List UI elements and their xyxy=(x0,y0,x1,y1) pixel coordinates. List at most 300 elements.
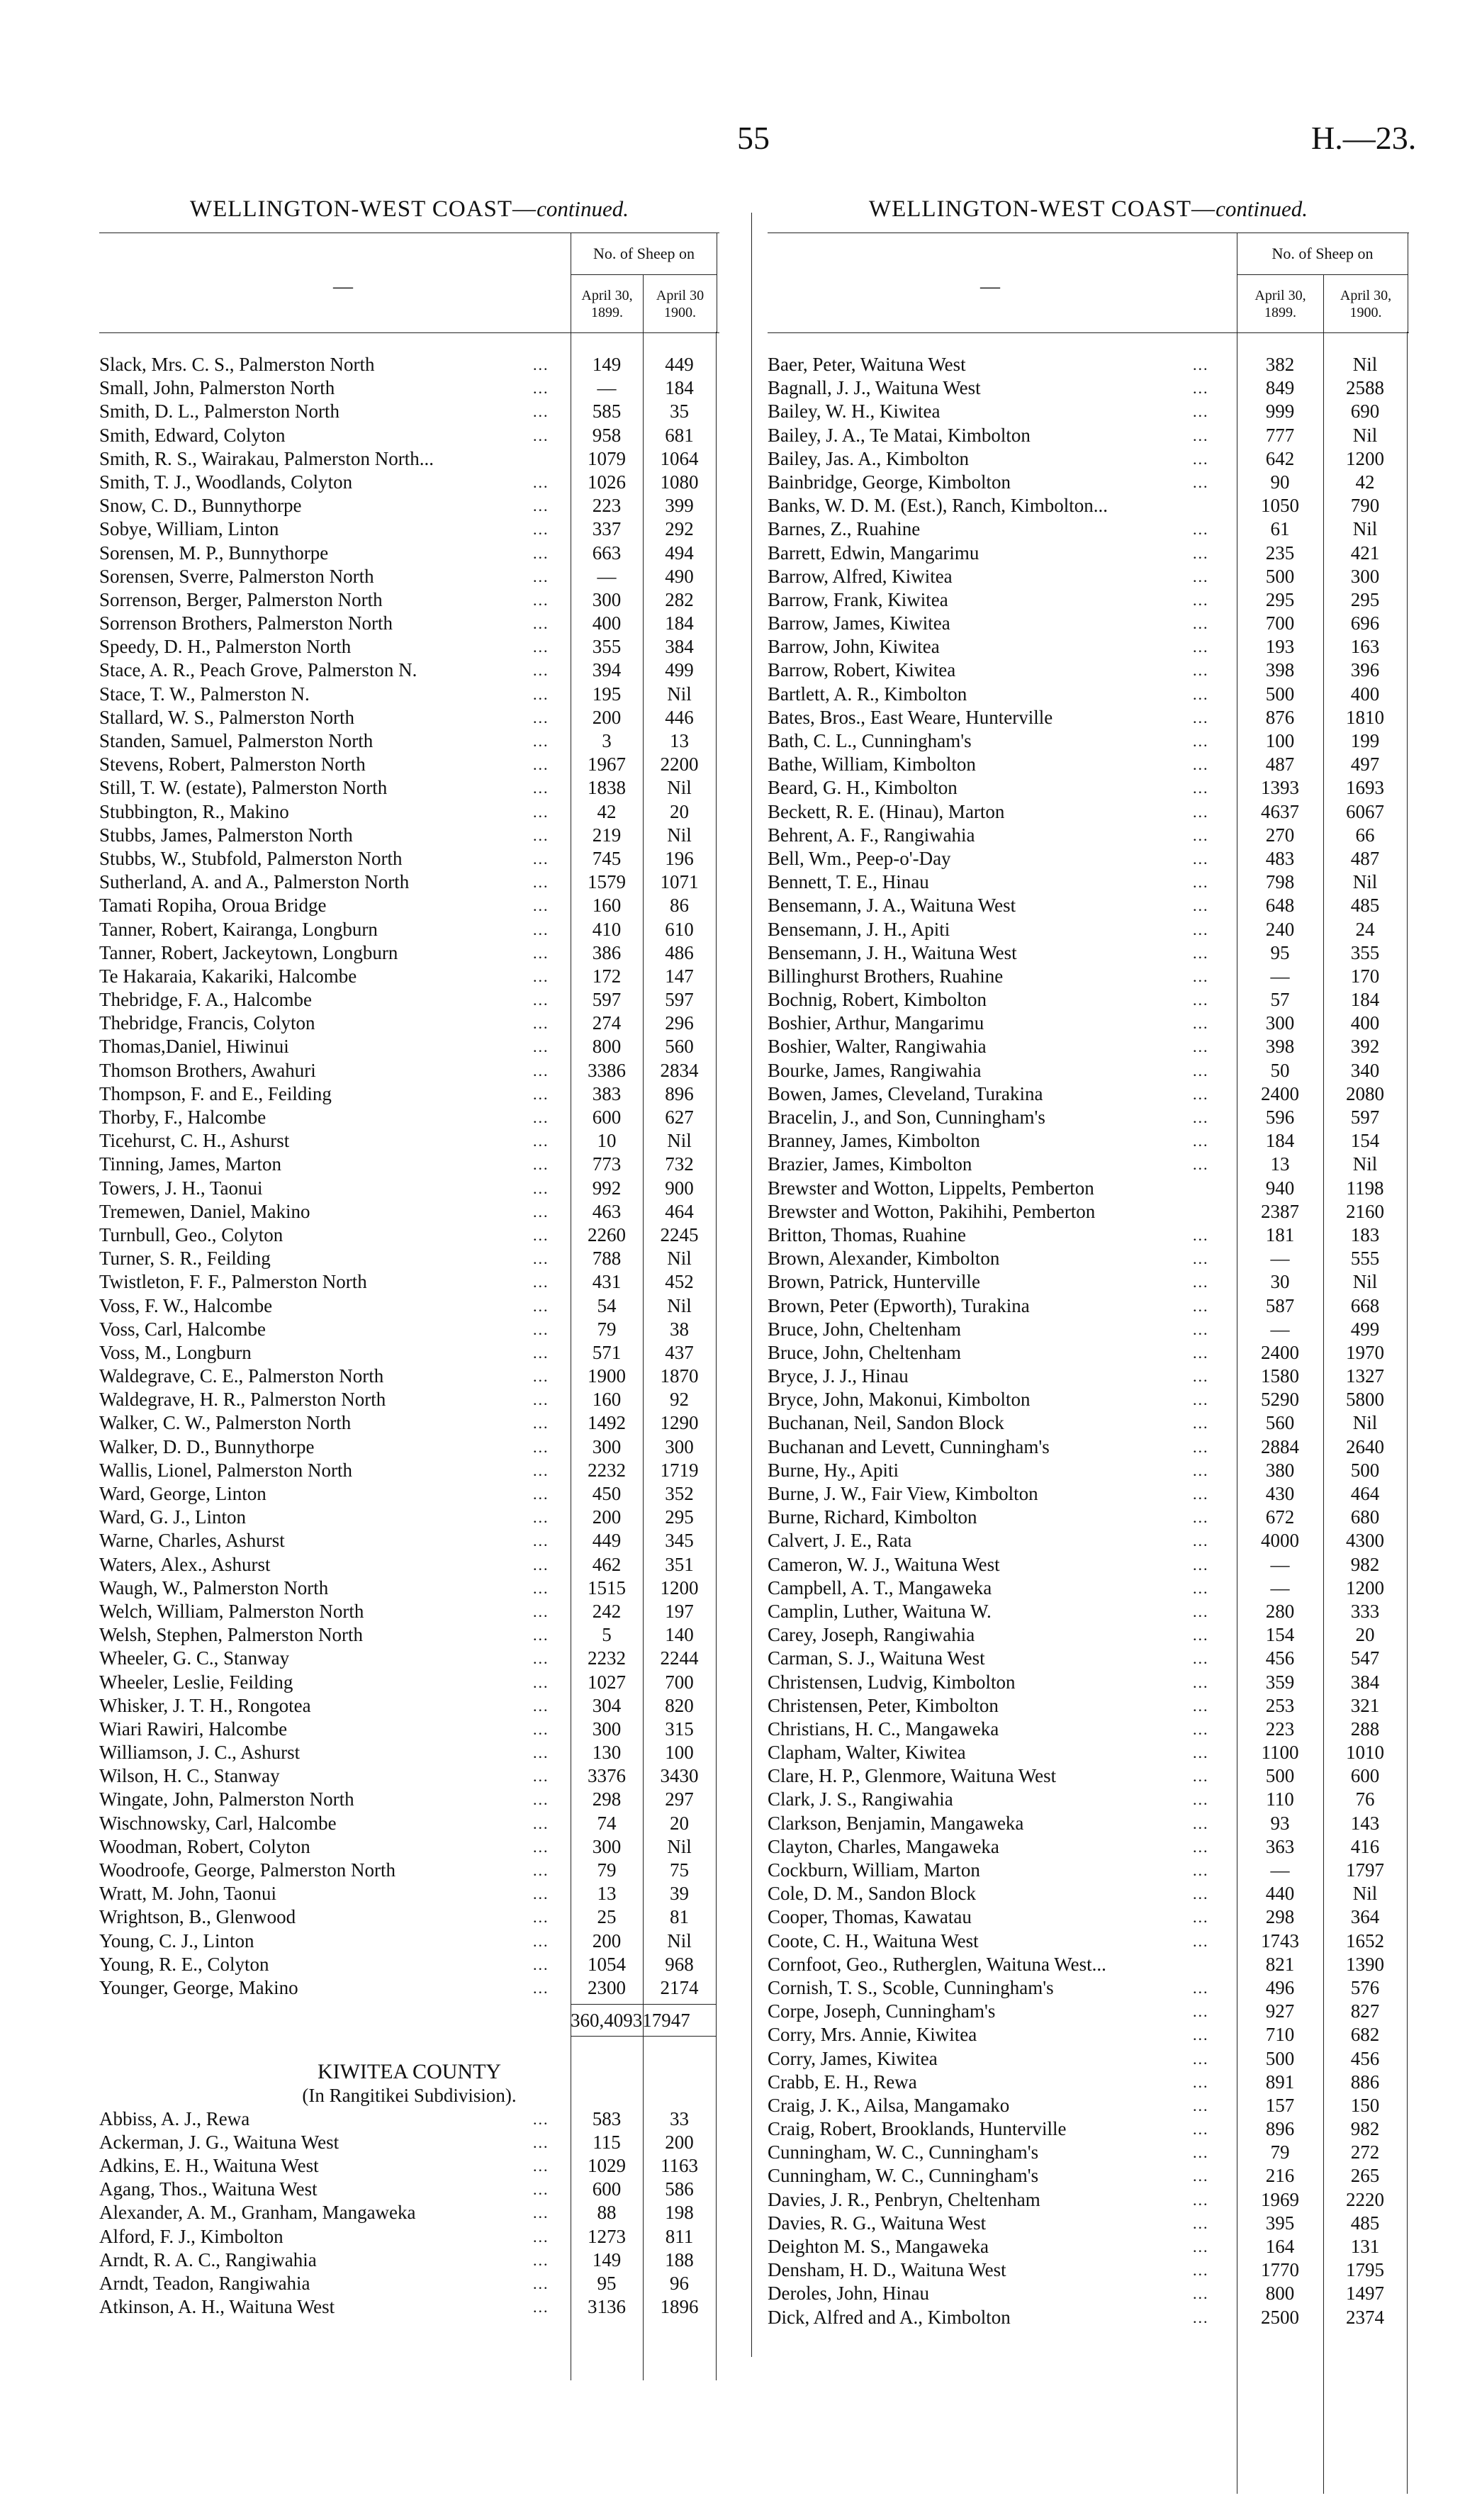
sheep-1899: 95 xyxy=(1270,941,1290,963)
table-row xyxy=(768,1930,1409,1953)
leader-dots: ... xyxy=(533,1202,549,1221)
leader-dots: ... xyxy=(533,1978,549,1997)
sheep-1899: 700 xyxy=(1265,612,1295,634)
sheep-1899: 500 xyxy=(1265,683,1295,705)
sheep-1899: 79 xyxy=(597,1859,617,1881)
sheep-1900: 576 xyxy=(1350,1976,1380,1998)
sheep-1900: 81 xyxy=(670,1906,689,1928)
left-table-body xyxy=(99,353,719,2319)
right-sheep-group-header xyxy=(1237,233,1408,332)
entry-name: Billinghurst Brothers, Ruahine xyxy=(768,965,1004,987)
entry-name: Cockburn, William, Marton xyxy=(768,1859,980,1881)
sheep-1900: 1497 xyxy=(1346,2283,1384,2305)
leader-dots: ... xyxy=(1193,638,1209,656)
leader-dots: ... xyxy=(533,2204,549,2222)
sheep-1900: Nil xyxy=(1352,1271,1378,1293)
sheep-1900: 392 xyxy=(1350,1036,1380,1058)
sheep-1899: 2400 xyxy=(1261,1082,1299,1104)
sheep-1899: 896 xyxy=(1265,2118,1295,2140)
sheep-1900: 2080 xyxy=(1346,1082,1384,1104)
sheep-1900: 183 xyxy=(1350,1223,1380,1245)
leader-dots: ... xyxy=(533,1814,549,1832)
leader-dots: ... xyxy=(533,1038,549,1056)
table-row xyxy=(768,353,1409,376)
sheep-1900: Nil xyxy=(667,1294,692,1316)
sheep-1900: 4300 xyxy=(1346,1530,1384,1552)
leader-dots: ... xyxy=(533,1744,549,1762)
table-row xyxy=(768,1953,1409,1976)
entry-name: Corry, James, Kiwitea xyxy=(768,2047,938,2069)
entry-name: Bruce, John, Cheltenham xyxy=(768,1318,961,1340)
leader-dots: ... xyxy=(1193,1837,1209,1856)
entry-name: Carman, S. J., Waituna West xyxy=(768,1647,985,1669)
sheep-1899: 1580 xyxy=(1261,1365,1299,1387)
sheep-1900: 982 xyxy=(1350,2118,1380,2140)
leader-dots: ... xyxy=(533,1250,549,1268)
leader-dots: ... xyxy=(1193,356,1209,374)
entry-name: Bracelin, J., and Son, Cunningham's xyxy=(768,1107,1045,1128)
entry-name: Welsh, Stephen, Palmerston North xyxy=(99,1624,364,1646)
entry-name: Sorensen, M. P., Bunnythorpe xyxy=(99,542,329,564)
entry-name: Agang, Thos., Waituna West xyxy=(99,2178,318,2200)
entry-name: Coote, C. H., Waituna West xyxy=(768,1930,979,1951)
sheep-1900: 2834 xyxy=(660,1059,699,1081)
entry-name: Cornish, T. S., Scoble, Cunningham's xyxy=(768,1976,1054,1998)
table-row xyxy=(768,1882,1409,1905)
entry-name: Turnbull, Geo., Colyton xyxy=(99,1223,284,1245)
sheep-1900: 364 xyxy=(1350,1906,1380,1928)
column-rule xyxy=(716,332,717,2380)
table-row xyxy=(99,776,719,800)
sheep-1899: 1515 xyxy=(588,1577,626,1598)
entry-name: Bailey, W. H., Kiwitea xyxy=(768,401,941,422)
entry-name: Bensemann, J. H., Apiti xyxy=(768,918,950,940)
entry-name: Bartlett, A. R., Kimbolton xyxy=(768,683,967,705)
entry-name: Camplin, Luther, Waituna W. xyxy=(768,1600,992,1622)
sheep-1899: 13 xyxy=(1270,1153,1290,1175)
leader-dots: ... xyxy=(533,426,549,444)
sheep-1899: 300 xyxy=(592,588,622,610)
table-row xyxy=(768,706,1409,729)
sheep-1900: 196 xyxy=(665,847,694,869)
sheep-1900: 1080 xyxy=(660,471,699,493)
leader-dots: ... xyxy=(533,638,549,656)
entry-name: Arndt, R. A. C., Rangiwahia xyxy=(99,2249,317,2270)
table-row xyxy=(768,988,1409,1012)
table-row xyxy=(768,729,1409,753)
leader-dots: ... xyxy=(1193,1061,1209,1080)
leader-dots: ... xyxy=(1193,1555,1209,1574)
sheep-1900: 681 xyxy=(665,424,694,446)
sheep-1900: Nil xyxy=(1352,1883,1378,1905)
table-row xyxy=(99,353,719,376)
sheep-1899: 172 xyxy=(592,965,622,987)
table-row xyxy=(768,1059,1409,1082)
sheep-1899: 400 xyxy=(592,612,622,634)
leader-dots: ... xyxy=(533,2180,549,2199)
table-row xyxy=(768,588,1409,612)
sheep-1899: 483 xyxy=(1265,847,1295,869)
sheep-1899: 496 xyxy=(1265,1976,1295,1998)
leader-dots: ... xyxy=(1193,2308,1209,2326)
sheep-1900: 421 xyxy=(1350,542,1380,564)
sheep-1900: 2374 xyxy=(1346,2306,1384,2328)
table-row xyxy=(768,2141,1409,2164)
leader-dots: ... xyxy=(1193,1109,1209,1126)
entry-name: Bagnall, J. J., Waituna West xyxy=(768,377,981,399)
sheep-1900: 1652 xyxy=(1346,1930,1384,1951)
sheep-1899: 587 xyxy=(1265,1294,1295,1316)
sheep-1899: 398 xyxy=(1265,1036,1295,1058)
leader-dots: ... xyxy=(1193,2285,1209,2303)
leader-dots: ... xyxy=(1193,1038,1209,1056)
sheep-1900: 1200 xyxy=(1346,447,1384,469)
table-row xyxy=(99,471,719,494)
leader-dots: ... xyxy=(1193,873,1209,892)
entry-name: Wiari Rawiri, Halcombe xyxy=(99,1718,288,1740)
table-row xyxy=(99,1294,719,1318)
sheep-1899: 596 xyxy=(1265,1107,1295,1128)
table-row xyxy=(99,870,719,894)
sheep-1900: 1290 xyxy=(660,1412,699,1434)
entry-name: Sorrenson Brothers, Palmerston North xyxy=(99,612,393,634)
table-row xyxy=(99,1177,719,1200)
table-row xyxy=(99,824,719,847)
leader-dots: ... xyxy=(533,756,549,774)
sheep-1900: 1797 xyxy=(1346,1859,1384,1881)
page-reference: H.—23. xyxy=(1311,120,1417,156)
sheep-1899: 74 xyxy=(597,1812,617,1834)
leader-dots: ... xyxy=(533,1461,549,1479)
sheep-1899: 849 xyxy=(1265,377,1295,399)
leader-dots: ... xyxy=(533,2133,549,2151)
entry-name: Woodman, Robert, Colyton xyxy=(99,1835,310,1857)
leader-dots: ... xyxy=(1193,1767,1209,1786)
entry-name: Bryce, J. J., Hinau xyxy=(768,1365,909,1387)
sheep-1900: 1810 xyxy=(1346,706,1384,728)
entry-name: Clayton, Charles, Mangaweka xyxy=(768,1835,999,1857)
leader-dots: ... xyxy=(533,379,549,398)
sheep-1900: 300 xyxy=(1350,565,1380,587)
table-row xyxy=(99,1553,719,1577)
table-row xyxy=(768,941,1409,965)
table-row xyxy=(768,2188,1409,2212)
sheep-1900: Nil xyxy=(667,824,692,846)
sheep-1899: 1100 xyxy=(1261,1742,1299,1764)
entry-name: Warne, Charles, Ashurst xyxy=(99,1530,285,1552)
entry-name: Bailey, Jas. A., Kimbolton xyxy=(768,447,969,469)
sheep-1899: 193 xyxy=(1265,636,1295,658)
sheep-1900: 321 xyxy=(1350,1694,1380,1716)
sheep-1899: — xyxy=(597,377,617,399)
table-row xyxy=(99,1647,719,1670)
entry-name: Clarkson, Benjamin, Mangaweka xyxy=(768,1812,1024,1834)
entry-name: Voss, Carl, Halcombe xyxy=(99,1318,266,1340)
leader-dots: ... xyxy=(1193,1297,1209,1315)
table-row xyxy=(768,1082,1409,1106)
leader-dots: ... xyxy=(533,1932,549,1950)
right-title-continued: continued. xyxy=(1216,196,1308,221)
leader-dots: ... xyxy=(1193,379,1209,398)
leader-dots: ... xyxy=(533,473,549,491)
entry-name: Thomas,Daniel, Hiwinui xyxy=(99,1036,289,1058)
sheep-1900: 163 xyxy=(1350,636,1380,658)
entry-name: Barrow, Robert, Kiwitea xyxy=(768,659,956,681)
table-row xyxy=(99,2272,719,2295)
sheep-1899: 30 xyxy=(1270,1271,1290,1293)
entry-name: Tanner, Robert, Kairanga, Longburn xyxy=(99,918,378,940)
leader-dots: ... xyxy=(1193,1532,1209,1550)
entry-name: Wheeler, Leslie, Feilding xyxy=(99,1671,293,1693)
entry-name: Cornfoot, Geo., Rutherglen, Waituna West... xyxy=(768,1953,1106,1975)
sheep-1899: 773 xyxy=(592,1153,622,1175)
entry-name: Craig, J. K., Ailsa, Mangamako xyxy=(768,2094,1010,2116)
table-row xyxy=(99,376,719,400)
entry-name: Cunningham, W. C., Cunningham's xyxy=(768,2141,1039,2163)
table-row xyxy=(768,1694,1409,1718)
entry-name: Smith, Edward, Colyton xyxy=(99,424,286,446)
sheep-1899: 456 xyxy=(1265,1647,1295,1669)
sheep-1899: 240 xyxy=(1265,918,1295,940)
leader-dots: ... xyxy=(533,708,549,727)
entry-name: Tanner, Robert, Jackeytown, Longburn xyxy=(99,941,398,963)
sheep-1899: 160 xyxy=(592,895,622,917)
sheep-1900: 1719 xyxy=(660,1459,699,1481)
sheep-1900: 696 xyxy=(1350,612,1380,634)
leader-dots: ... xyxy=(1193,426,1209,444)
sheep-1899: 300 xyxy=(592,1835,622,1857)
table-row xyxy=(99,1577,719,1600)
entry-name: Woodroofe, George, Palmerston North xyxy=(99,1859,395,1881)
leader-dots: ... xyxy=(533,1720,549,1738)
leader-dots: ... xyxy=(533,1273,549,1292)
leader-dots: ... xyxy=(533,1297,549,1315)
entry-name: Waldegrave, C. E., Palmerston North xyxy=(99,1365,384,1387)
table-row xyxy=(768,1247,1409,1270)
entry-name: Stubbington, R., Makino xyxy=(99,800,289,822)
leader-dots: ... xyxy=(533,1532,549,1550)
entry-name: Thomson Brothers, Awahuri xyxy=(99,1059,316,1081)
entry-name: Wheeler, G. C., Stanway xyxy=(99,1647,290,1669)
sheep-1900: 384 xyxy=(1350,1671,1380,1693)
table-row xyxy=(99,2295,719,2319)
leader-dots: ... xyxy=(1193,449,1209,468)
table-row xyxy=(768,1788,1409,1811)
sheep-1899: 431 xyxy=(592,1271,622,1293)
sheep-1899: 355 xyxy=(592,636,622,658)
leader-dots: ... xyxy=(1193,1367,1209,1386)
leader-dots: ... xyxy=(533,2251,549,2269)
table-row xyxy=(99,988,719,1012)
sheep-1900: 150 xyxy=(1350,2094,1380,2116)
sheep-1900: 586 xyxy=(665,2178,694,2200)
entry-name: Bryce, John, Makonui, Kimbolton xyxy=(768,1389,1031,1411)
entry-name: Ackerman, J. G., Waituna West xyxy=(99,2131,339,2153)
sheep-1899: 1029 xyxy=(588,2155,626,2177)
entry-name: Thebridge, Francis, Colyton xyxy=(99,1012,315,1034)
sheep-1899: — xyxy=(1270,1577,1290,1598)
entry-name: Barrow, John, Kiwitea xyxy=(768,636,940,658)
sheep-1899: 383 xyxy=(592,1082,622,1104)
table-row xyxy=(99,542,719,565)
table-row xyxy=(768,400,1409,423)
table-row xyxy=(99,941,719,965)
sheep-1899: 1900 xyxy=(588,1365,626,1387)
entry-name: Voss, M., Longburn xyxy=(99,1341,252,1363)
table-row xyxy=(99,2201,719,2224)
sheep-1900: 2160 xyxy=(1346,1200,1384,1222)
entry-name: Densham, H. D., Waituna West xyxy=(768,2259,1006,2281)
table-row xyxy=(768,2023,1409,2046)
leader-dots: ... xyxy=(1193,2096,1209,2115)
leader-dots: ... xyxy=(1193,732,1209,750)
entry-name: Alford, F. J., Kimbolton xyxy=(99,2225,284,2247)
entry-name: Bath, C. L., Cunningham's xyxy=(768,730,972,751)
entry-name: Bensemann, J. A., Waituna West xyxy=(768,895,1016,917)
sheep-1900: 288 xyxy=(1350,1718,1380,1740)
table-row xyxy=(768,471,1409,494)
sheep-1899: 821 xyxy=(1265,1953,1295,1975)
entry-name: Small, John, Palmerston North xyxy=(99,377,335,399)
leader-dots: ... xyxy=(533,1579,549,1597)
table-row xyxy=(99,2154,719,2178)
sheep-1900: 1200 xyxy=(1346,1577,1384,1598)
table-row xyxy=(99,1835,719,1859)
sheep-1899: 3376 xyxy=(588,1765,626,1787)
sheep-1900: 500 xyxy=(1350,1459,1380,1481)
sheep-1899: 571 xyxy=(592,1341,622,1363)
table-row xyxy=(768,2282,1409,2305)
sheep-1900: 400 xyxy=(1350,683,1380,705)
entry-name: Smith, D. L., Palmerston North xyxy=(99,401,339,422)
leader-dots: ... xyxy=(1193,1579,1209,1597)
table-row xyxy=(99,2131,719,2154)
sheep-1900: 184 xyxy=(665,612,694,634)
sheep-1899: 449 xyxy=(592,1530,622,1552)
leader-dots: ... xyxy=(533,1132,549,1150)
table-row xyxy=(768,1623,1409,1647)
sheep-1900: 76 xyxy=(1355,1788,1375,1810)
leader-dots: ... xyxy=(533,1414,549,1433)
sheep-1899: 1079 xyxy=(588,447,626,469)
sheep-1899: 710 xyxy=(1265,2024,1295,2046)
leader-dots: ... xyxy=(1193,473,1209,491)
total-1900: 317947 xyxy=(632,2010,690,2032)
sheep-1899: 958 xyxy=(592,424,622,446)
leader-dots: ... xyxy=(533,1320,549,1338)
sheep-1900: 265 xyxy=(1350,2165,1380,2187)
table-row xyxy=(99,1529,719,1552)
entry-name: Christians, H. C., Mangaweka xyxy=(768,1718,999,1740)
table-row xyxy=(99,1764,719,1788)
table-row xyxy=(99,1694,719,1718)
county-heading: KIWITEA COUNTY xyxy=(317,2060,502,2084)
table-row xyxy=(768,894,1409,917)
entry-name: Carey, Joseph, Rangiwahia xyxy=(768,1624,975,1646)
table-row xyxy=(768,1647,1409,1670)
table-row xyxy=(768,965,1409,988)
table-row xyxy=(768,1435,1409,1459)
table-row xyxy=(99,1882,719,1905)
leader-dots: ... xyxy=(533,1367,549,1386)
sheep-1900: 1390 xyxy=(1346,1953,1384,1975)
leader-dots: ... xyxy=(1193,1908,1209,1927)
leader-dots: ... xyxy=(1193,1273,1209,1292)
entry-name: Burne, Hy., Apiti xyxy=(768,1459,899,1481)
table-row xyxy=(99,1623,719,1647)
table-row xyxy=(99,1247,719,1270)
table-row xyxy=(99,1200,719,1223)
table-row xyxy=(768,1294,1409,1318)
entry-name: Sutherland, A. and A., Palmerston North xyxy=(99,871,410,893)
table-row xyxy=(99,1012,719,1035)
table-row xyxy=(99,1082,719,1106)
sheep-1900: 1010 xyxy=(1346,1742,1384,1764)
leader-dots: ... xyxy=(533,873,549,892)
sheep-1899: 110 xyxy=(1266,1788,1294,1810)
table-row xyxy=(768,2094,1409,2117)
sheep-1900: 597 xyxy=(665,989,694,1011)
table-row xyxy=(99,400,719,423)
table-row xyxy=(768,517,1409,541)
sheep-1899: 1967 xyxy=(588,754,626,775)
sheep-1900: 597 xyxy=(1350,1107,1380,1128)
table-row xyxy=(99,1059,719,1082)
entry-name: Wilson, H. C., Stanway xyxy=(99,1765,280,1787)
entry-name: Sorensen, Sverre, Palmerston North xyxy=(99,565,374,587)
sheep-1899: 463 xyxy=(592,1200,622,1222)
sheep-1900: 547 xyxy=(1350,1647,1380,1669)
sheep-1900: 297 xyxy=(665,1788,694,1810)
sheep-1899: 500 xyxy=(1265,565,1295,587)
sheep-1900: 2244 xyxy=(660,1647,699,1669)
table-row xyxy=(768,1106,1409,1129)
table-row xyxy=(99,1129,719,1153)
sheep-1899: 940 xyxy=(1265,1177,1295,1199)
entry-name: Calvert, J. E., Rata xyxy=(768,1530,912,1552)
table-row xyxy=(99,1859,719,1882)
table-row xyxy=(99,1671,719,1694)
sheep-1900: 20 xyxy=(1355,1624,1375,1646)
entry-name: Ward, George, Linton xyxy=(99,1483,266,1504)
leader-dots: ... xyxy=(1193,1391,1209,1409)
sheep-1899: 500 xyxy=(1265,2047,1295,2069)
sheep-1899: 195 xyxy=(592,683,622,705)
entry-name: Corpe, Joseph, Cunningham's xyxy=(768,2000,996,2022)
leader-dots: ... xyxy=(533,1837,549,1856)
entry-name: Bensemann, J. H., Waituna West xyxy=(768,941,1017,963)
sheep-1900: 199 xyxy=(1350,730,1380,751)
sheep-1899: 61 xyxy=(1270,518,1290,540)
sheep-1899: 430 xyxy=(1265,1483,1295,1504)
leader-dots: ... xyxy=(533,1791,549,1809)
leader-dots: ... xyxy=(533,1179,549,1197)
entry-name: Still, T. W. (estate), Palmerston North xyxy=(99,777,388,799)
leader-dots: ... xyxy=(1193,802,1209,821)
entry-name: Barrow, Frank, Kiwitea xyxy=(768,588,948,610)
right-group-label: No. of Sheep on xyxy=(1237,233,1408,275)
sheep-1900: 456 xyxy=(1350,2047,1380,2069)
left-title-text: WELLINGTON-WEST COAST— xyxy=(189,196,537,222)
sheep-1899: 200 xyxy=(592,1930,622,1951)
table-row xyxy=(99,894,719,917)
sheep-1899: 300 xyxy=(1265,1012,1295,1034)
sheep-1900: 170 xyxy=(1350,965,1380,987)
table-row xyxy=(99,800,719,824)
sheep-1899: 2300 xyxy=(588,1976,626,1998)
right-title-text: WELLINGTON-WEST COAST— xyxy=(868,196,1216,222)
leader-dots: ... xyxy=(1193,567,1209,586)
